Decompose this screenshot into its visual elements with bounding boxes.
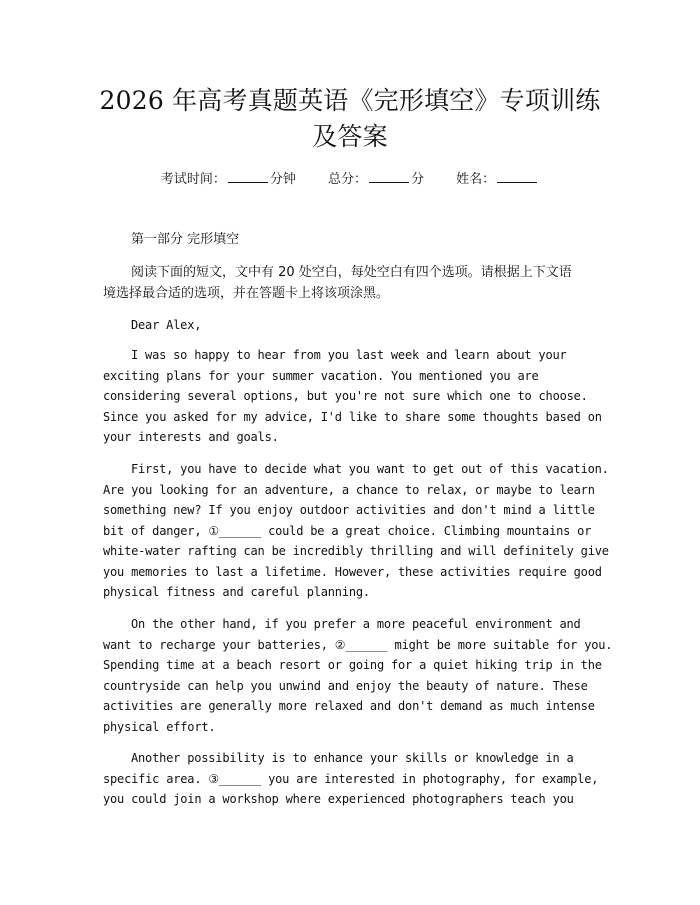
total-score-blank (369, 170, 409, 183)
paragraph-line: bit of danger, ①______ could be a great choice. Climbing mountains or (103, 523, 592, 538)
section-title: 第一部分 完形填空 (131, 232, 240, 247)
total-score-field (328, 172, 424, 187)
paragraph-line: On the other hand, if you prefer a more peaceful environment and (131, 617, 581, 631)
paragraph-line: you memories to last a lifetime. However, these activities require good (103, 564, 602, 579)
document-title-line-2: 及答案 (312, 122, 388, 151)
paragraph-line: you could join a workshop where experienced photographers teach you (103, 792, 574, 806)
paragraph-line: physical effort. (103, 719, 216, 734)
paragraph-line: exciting plans for your summer vacation. You mentioned you are (103, 368, 539, 383)
paragraph-line: Are you looking for an adventure, a chance to relax, or maybe to learn (103, 482, 595, 497)
student-name-label: 姓名： (456, 172, 496, 187)
paragraph-line: countryside can help you unwind and enjoy the beauty of nature. These (103, 678, 588, 693)
total-score-unit: 分 (411, 172, 425, 187)
paragraph-line: I was so happy to hear from you last week and learn about your (131, 348, 567, 362)
instructions-line: 阅读下面的短文，文中有 20 处空白，每处空白有四个选项。请根据上下文语 (131, 265, 572, 280)
paragraph-line: Another possibility is to enhance your skills or knowledge in a (131, 751, 574, 765)
exam-time-label: 考试时间： (160, 172, 226, 187)
letter-salutation: Dear Alex, (131, 318, 202, 332)
instructions (103, 262, 603, 304)
document-title-line-1: 2026 年高考真题英语《完形填空》专项训练 (99, 86, 601, 115)
paragraph-line: want to recharge your batteries, ②______ might be more suitable for you. (103, 637, 613, 652)
exam-time-field (161, 172, 296, 187)
instructions-line: 境选择最合适的选项，并在答题卡上将该项涂黑。 (103, 286, 390, 301)
paragraph-line: considering several options, but you're not sure which one to choose. (103, 389, 588, 403)
letter-paragraph-4 (103, 748, 623, 810)
paragraph-line: your interests and goals. (103, 430, 279, 444)
paragraph-line: Spending time at a beach resort or going for a quiet hiking trip in the (103, 658, 602, 672)
exam-time-unit: 分钟 (269, 172, 296, 187)
paragraph-line: physical fitness and careful planning. (103, 585, 370, 599)
letter-paragraph-1 (103, 345, 623, 448)
paragraph-line: activities are generally more relaxed and don't demand as much intense (103, 699, 595, 713)
exam-time-blank (228, 170, 268, 183)
paragraph-line: First, you have to decide what you want to get out of this vacation. (131, 462, 609, 476)
student-name-blank (497, 170, 537, 183)
paragraph-line: Since you asked for my advice, I'd like to share some thoughts based on (103, 409, 602, 424)
letter-paragraph-2 (103, 459, 623, 603)
exam-info-row (0, 170, 700, 189)
paragraph-line: white-water rafting can be incredibly thrilling and will definitely give (103, 544, 609, 558)
paragraph-line: something new? If you enjoy outdoor activities and don't mind a little (103, 503, 595, 517)
student-name-field (456, 172, 539, 187)
letter-paragraph-3 (103, 614, 623, 737)
paragraph-line: specific area. ③______ you are interested in photography, for example, (103, 771, 599, 786)
total-score-label: 总分： (327, 172, 367, 187)
